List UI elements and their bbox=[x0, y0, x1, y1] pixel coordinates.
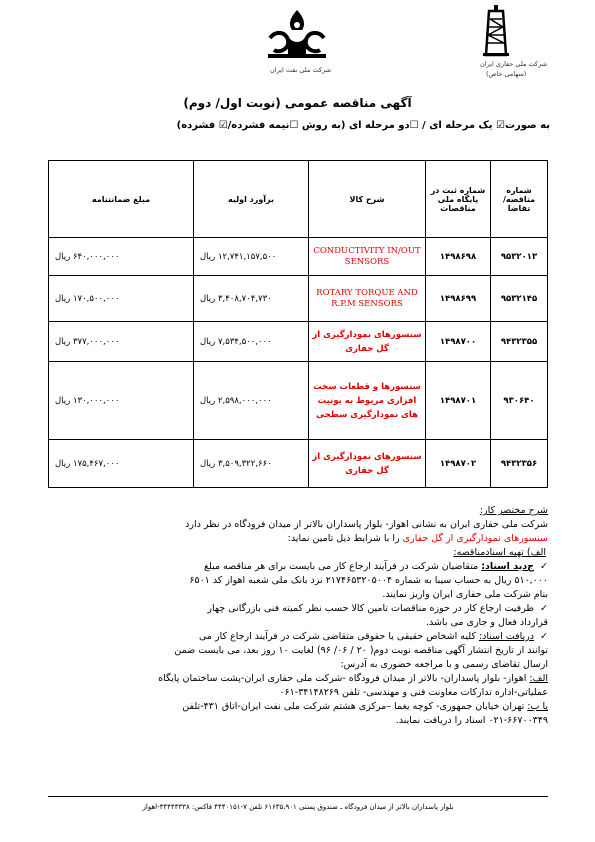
address-a bbox=[48, 672, 548, 686]
address-b-line: ۰۲۱-۶۶۷۰۰۳۴۹ اسناد را دریافت نمایند. bbox=[395, 715, 548, 726]
tender-table bbox=[48, 160, 548, 488]
registration-number: ۱۴۹۸۷۰۰ bbox=[426, 322, 491, 362]
capacity-paragraph bbox=[48, 602, 548, 616]
check-icon: ✓ bbox=[540, 603, 548, 614]
receive-line: توانند از تاریخ انتشار آگهی مناقصه نوبت دوم( ۲۰ / ۰۶/ ۹۶) لغایت ۱۰ روز بعد، می بایست ضمن bbox=[174, 645, 548, 656]
nioc-logo-icon bbox=[266, 8, 328, 60]
registration-number: ۱۴۹۸۶۹۸ bbox=[426, 238, 491, 276]
table-row bbox=[49, 362, 548, 440]
guarantee-line: بنام شرکت ملی حفاری ایران واریز نمایند. bbox=[382, 589, 548, 600]
estimate-amount: ۳,۴۰۸,۷۰۴,۷۳۰ ریال bbox=[194, 276, 309, 322]
summary-rest: را با شرایط ذیل تامین نماید: bbox=[287, 533, 403, 544]
item-description: سنسورها و قطعات سخت افزاری مربوط به یونیت های نمودارگیری سطحی bbox=[309, 362, 426, 440]
receive-line: ارسال تقاضای رسمی و با مراجعه حضوری به آدرس: bbox=[340, 659, 548, 670]
address-a-label: الف: bbox=[529, 673, 548, 684]
guarantee-amount: ۱۷۵,۴۶۷,۰۰۰ ریال bbox=[49, 440, 194, 488]
description-section bbox=[48, 504, 548, 728]
docs-heading: الف) تهیه اسنادمناقصه: bbox=[453, 547, 546, 558]
footer-address: بلوار پاسداران بالاتر از میدان فرودگاه ـ صندوق پستی ۶۱۶۳۵،۹۰۱ تلفن ۷-۴۴۴۰۱۵۱ فاکس: ۳۴۴۴۳۳۳۸-اهواز bbox=[142, 803, 454, 811]
guarantee-amount: ۳۷۷,۰۰۰,۰۰۰ ریال bbox=[49, 322, 194, 362]
address-a-line: عملیاتی-اداره تدارکات معاونت فنی و مهندسی- تلفن ۳۴۱۴۸۲۶۹-۰۶۱ bbox=[279, 687, 548, 698]
estimate-amount: ۱۲,۷۴۱,۱۵۷,۵۰۰ ریال bbox=[194, 238, 309, 276]
address-b bbox=[48, 700, 548, 714]
check-icon: ✓ bbox=[540, 561, 548, 572]
tender-number: ۹۳۰۶۴۰ bbox=[491, 362, 548, 440]
drilling-rig-logo-icon bbox=[483, 5, 509, 57]
address-a-text: اهواز- بلوار پاسداران- بالاتر از میدان فرودگاه -شرکت ملی حفاری ایران-پشت ساختمان پایگاه bbox=[158, 673, 530, 684]
left-company-name: شرکت ملی نفت ایران bbox=[270, 66, 332, 74]
guarantee-text: متقاضیان شرکت در فرآیند ارجاع کار می بایست برای هر مناقصه مبلغ bbox=[203, 561, 482, 572]
tender-number: ۹۵۳۲۱۴۵ bbox=[491, 276, 548, 322]
item-description: CONDUCTIVITY IN/OUT SENSORS bbox=[309, 238, 426, 276]
item-description: سنسورهای نمودارگیری از گل حفاری bbox=[309, 440, 426, 488]
table-header-row bbox=[49, 161, 548, 238]
page-subtitle: به صورت☑ یک مرحله ای / ☐دو مرحله ای (به روش ☐نیمه فشرده/☑ فشرده) bbox=[176, 120, 550, 131]
tender-number: ۹۴۳۲۳۵۶ bbox=[491, 440, 548, 488]
guarantee-amount: ۱۷۰,۵۰۰,۰۰۰ ریال bbox=[49, 276, 194, 322]
tender-number: ۹۴۳۲۳۵۵ bbox=[491, 322, 548, 362]
table-row bbox=[49, 440, 548, 488]
estimate-amount: ۷,۵۳۴,۵۰۰,۰۰۰ ریال bbox=[194, 322, 309, 362]
address-b-text: تهران خیابان جمهوری- کوچه یغما –مرکزی هشتم شرکت ملی نفت ایران-اتاق ۴۳۱-تلفن bbox=[182, 701, 528, 712]
summary-line: شرکت ملی حفاری ایران به نشانی اهواز- بلوار پاسداران بالاتر از میدان فرودگاه در نظر دارد bbox=[185, 519, 548, 530]
registration-number: ۱۴۹۸۶۹۹ bbox=[426, 276, 491, 322]
capacity-text: ظرفیت ارجاع کار در حوزه مناقصات تامین کالا حسب نظر کمیته فنی بازرگانی چهار bbox=[207, 603, 534, 614]
guarantee-amount: ۱۳۰,۰۰۰,۰۰۰ ریال bbox=[49, 362, 194, 440]
receive-label: دریافت اسناد: bbox=[478, 631, 534, 642]
col-header-desc: شرح کالا bbox=[309, 161, 426, 238]
summary-line bbox=[48, 532, 548, 546]
item-description: ROTARY TORQUE AND R.P.M SENSORS bbox=[309, 276, 426, 322]
summary-highlight: سنسورهای نمودارگیری از گل حفاری bbox=[402, 533, 548, 544]
col-header-estimate: برآورد اولیه bbox=[194, 161, 309, 238]
registration-number: ۱۴۹۸۷۰۲ bbox=[426, 440, 491, 488]
right-company-name: شرکت ملی حفاری ایران bbox=[480, 60, 548, 68]
receive-text: کلیه اشخاص حقیقی یا حقوقی متقاضی شرکت در فرآیند ارجاع کار می bbox=[199, 631, 479, 642]
footer-divider bbox=[48, 796, 548, 797]
guarantee-paragraph bbox=[48, 560, 548, 574]
guarantee-label: ج‌دید اسناد: bbox=[481, 561, 534, 572]
table-row bbox=[49, 276, 548, 322]
check-icon: ✓ bbox=[540, 631, 548, 642]
table-row bbox=[49, 322, 548, 362]
guarantee-line: ۵۱۰,۰۰۰ ریال به حساب سیبا به شماره ۲۱۷۴۶۵۳۲۰۵۰۰۴ نزد بانک ملی شعبه اهواز کد ۶۵۰۱ bbox=[189, 575, 548, 586]
summary-heading: شرح مختصر کار: bbox=[479, 505, 548, 516]
col-header-reg-no: شماره ثبت در پایگاه ملی مناقصات bbox=[426, 161, 491, 238]
item-description: سنسورهای نمودارگیری از گل حفاری bbox=[309, 322, 426, 362]
receive-paragraph bbox=[48, 630, 548, 644]
estimate-amount: ۳,۵۰۹,۳۲۲,۶۶۰ ریال bbox=[194, 440, 309, 488]
page-title: آگهی مناقصه عمومی (نوبت اول/ دوم) bbox=[183, 96, 412, 110]
table-row bbox=[49, 238, 548, 276]
right-company-sub: (سهامی خاص) bbox=[486, 70, 527, 78]
address-b-label: یا ب: bbox=[527, 701, 548, 712]
col-header-tender-no: شماره مناقصه/ تقاضا bbox=[491, 161, 548, 238]
guarantee-amount: ۶۴۰,۰۰۰,۰۰۰ ریال bbox=[49, 238, 194, 276]
estimate-amount: ۲,۵۹۸,۰۰۰,۰۰۰ ریال bbox=[194, 362, 309, 440]
registration-number: ۱۴۹۸۷۰۱ bbox=[426, 362, 491, 440]
col-header-guarantee: مبلغ ضمانتنامه bbox=[49, 161, 194, 238]
tender-number: ۹۵۳۲۰۱۳ bbox=[491, 238, 548, 276]
capacity-line: قرارداد فعال و جاری می باشد. bbox=[425, 617, 548, 628]
